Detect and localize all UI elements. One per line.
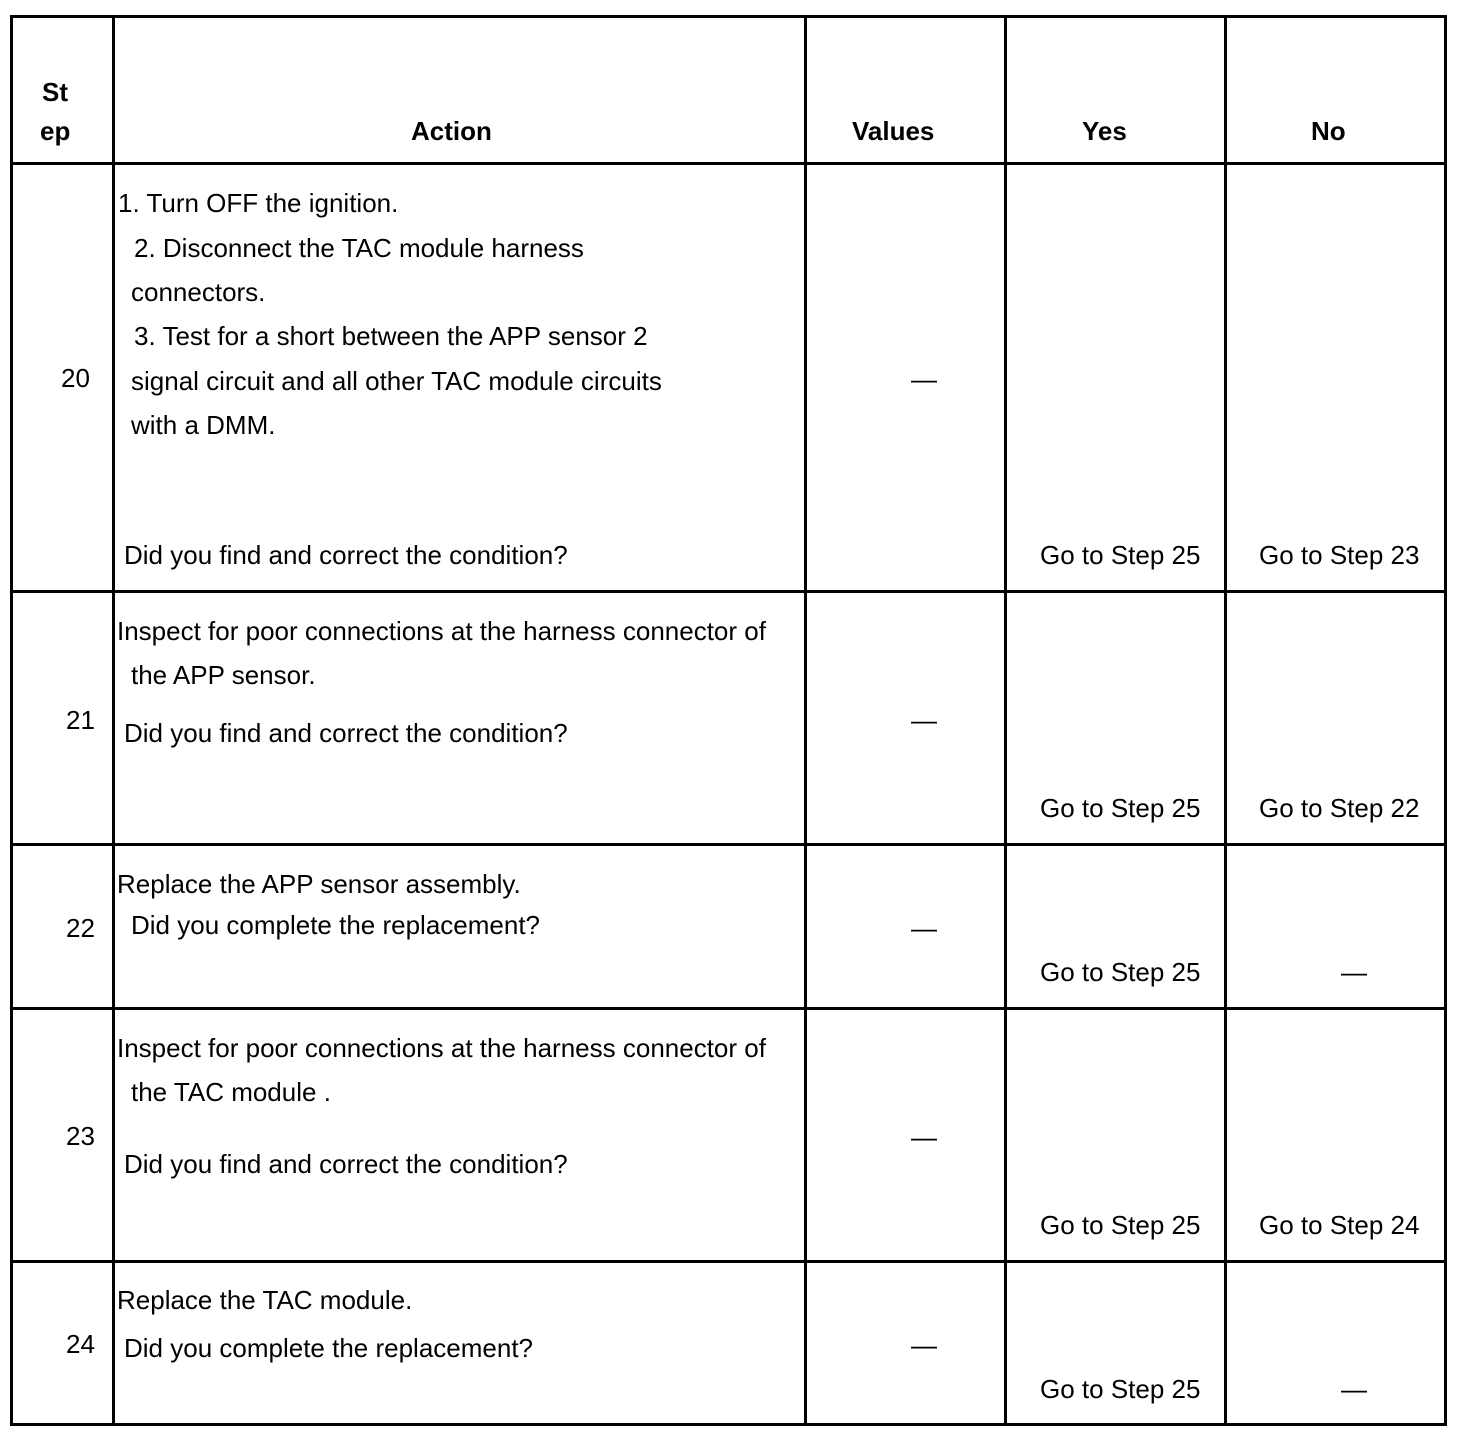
step-number: 24 [66,1329,95,1359]
values-dash: — [911,1122,937,1152]
values-dash: — [911,364,937,394]
action-line: 1. Turn OFF the ignition. [118,188,399,218]
yes-target: Go to Step 25 [1040,957,1201,987]
header-values: Values [852,116,935,146]
row-divider [10,1260,1447,1263]
action-line: the APP sensor. [131,660,316,690]
values-dash: — [911,705,937,735]
action-line: Inspect for poor connections at the harness connector of [117,1033,766,1063]
yes-target: Go to Step 25 [1040,793,1201,823]
header-step: ep [40,116,71,146]
step-number: 21 [66,705,95,735]
action-question: Did you find and correct the condition? [124,718,568,748]
column-divider [1224,15,1227,1426]
action-line: the TAC module . [131,1077,331,1107]
table-border-bottom [10,1423,1447,1426]
action-line: 3. Test for a short between the APP sensor 2 [134,321,648,351]
step-number: 20 [61,363,90,393]
action-line: signal circuit and all other TAC module circuits [131,366,662,396]
column-divider [804,15,807,1426]
yes-target: Go to Step 25 [1040,1210,1201,1240]
action-question: Did you find and correct the condition? [124,540,568,570]
yes-target: Go to Step 25 [1040,1374,1201,1404]
values-dash: — [911,1330,937,1360]
table-border-right [1444,15,1447,1426]
header-yes: Yes [1082,116,1127,146]
header-step: St [42,77,68,107]
action-line: Replace the TAC module. [117,1285,413,1315]
step-number: 23 [66,1121,95,1151]
action-question: Did you complete the replacement? [131,910,541,940]
table-border-top [10,15,1447,18]
action-line: Replace the APP sensor assembly. [117,869,521,899]
column-divider [1004,15,1007,1426]
action-line: with a DMM. [131,410,276,440]
column-divider [112,15,115,1426]
step-number: 22 [66,913,95,943]
yes-target: Go to Step 25 [1040,540,1201,570]
header-divider [10,162,1447,165]
no-target: Go to Step 24 [1259,1210,1420,1240]
row-divider [10,590,1447,593]
action-line: connectors. [131,277,266,307]
header-no: No [1311,116,1346,146]
table-border-left [10,15,13,1426]
action-line: Inspect for poor connections at the harness connector of [117,616,766,646]
no-target: — [1341,957,1367,987]
no-target: Go to Step 22 [1259,793,1420,823]
action-line: 2. Disconnect the TAC module harness [134,233,584,263]
no-target: — [1341,1374,1367,1404]
row-divider [10,1007,1447,1010]
header-action: Action [411,116,492,146]
action-question: Did you find and correct the condition? [124,1149,568,1179]
values-dash: — [911,913,937,943]
action-question: Did you complete the replacement? [124,1333,534,1363]
row-divider [10,843,1447,846]
no-target: Go to Step 23 [1259,540,1420,570]
